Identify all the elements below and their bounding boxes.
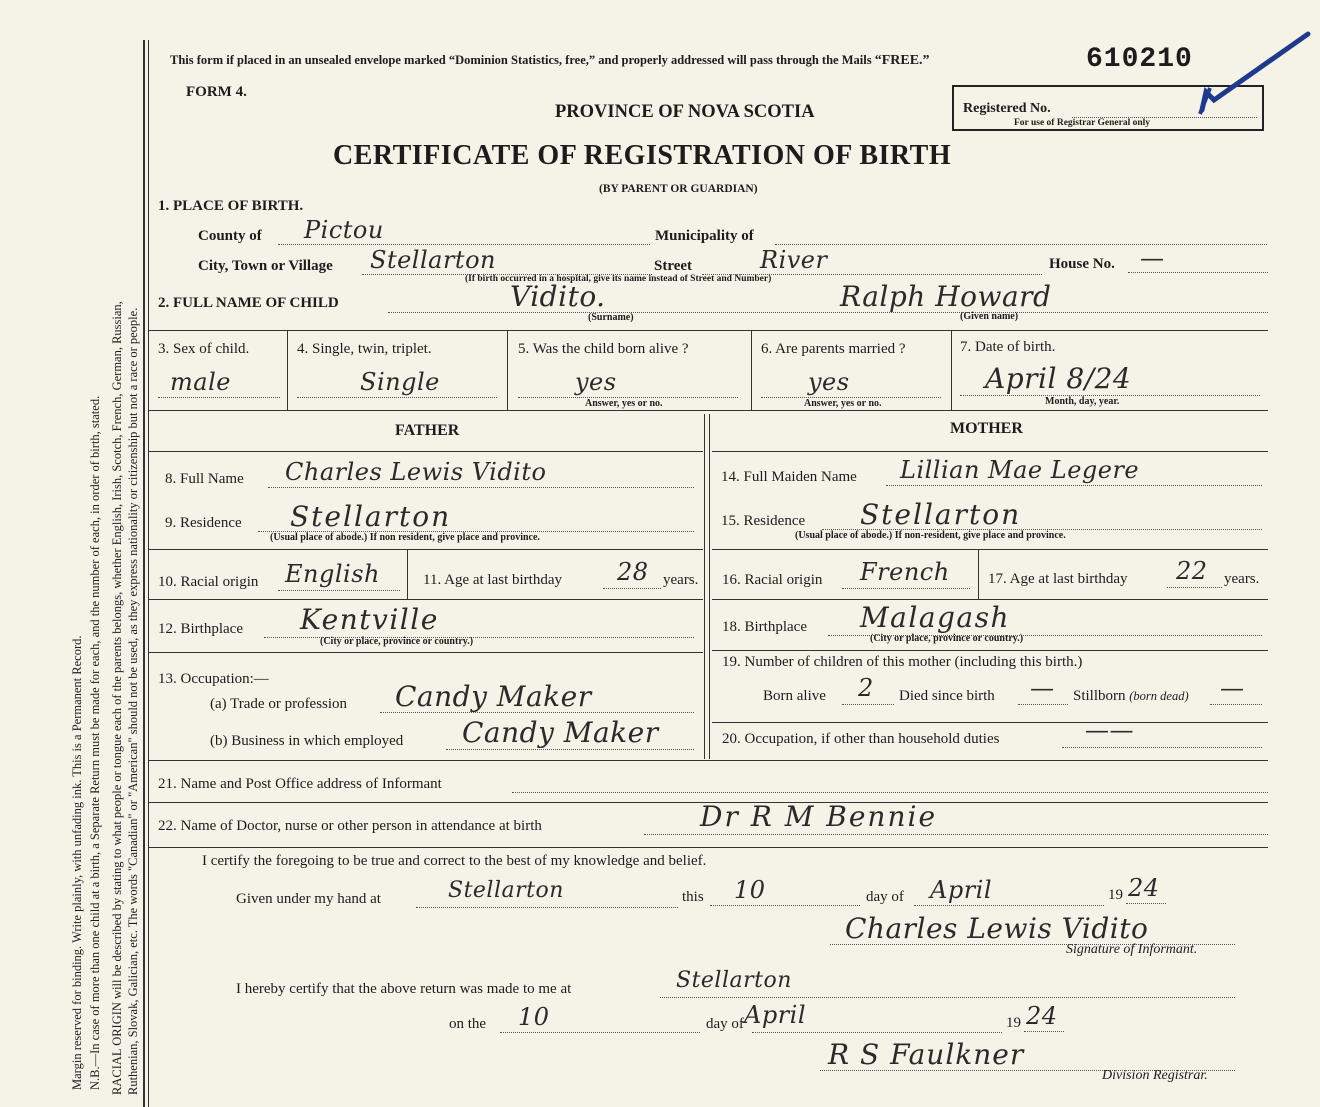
registrar-day: 10 [518, 1003, 550, 1031]
given-place: Stellarton [448, 878, 564, 903]
stillborn-line [1210, 704, 1262, 705]
mother-age-label: 17. Age at last birthday [988, 571, 1128, 587]
mother-racial-origin: French [860, 558, 950, 586]
died-line [1018, 704, 1068, 705]
given-year-prefix: 19 [1108, 887, 1123, 903]
place-of-birth-label: 1. PLACE OF BIRTH. [158, 198, 304, 214]
doctor-name: Dr R M Bennie [700, 800, 938, 833]
mother-birthplace: Malagash [860, 601, 1011, 634]
registrar-dayof-label: day of [706, 1016, 744, 1032]
mother-residence-label: 15. Residence [721, 513, 806, 529]
registrar-year-prefix: 19 [1006, 1015, 1021, 1031]
mother-heading: MOTHER [950, 420, 1023, 437]
county-line [278, 244, 650, 245]
registrar-place: Stellarton [676, 968, 792, 993]
dob-note: Month, day, year. [1045, 396, 1120, 407]
row3-divider-2 [507, 330, 508, 410]
page-title: CERTIFICATE OF REGISTRATION OF BIRTH [333, 140, 952, 171]
married-answer: yes [808, 368, 850, 396]
registrar-signature: R S Faulkner [828, 1038, 1025, 1071]
born-alive-count: 2 [858, 674, 874, 702]
business-label: (b) Business in which employed [210, 733, 404, 749]
stillborn-count: — [1220, 674, 1245, 702]
mail-note: This form if placed in an unsealed envelope marked “Dominion Statistics, free,” and properly addressed will pass through the Mails “FREE.” [170, 53, 930, 68]
hospital-note: (If birth occurred in a hospital, give its name instead of Street and Number) [465, 274, 772, 284]
registrar-month: April [744, 1001, 807, 1029]
margin-note-racial-origin-1: RACIAL ORIGIN will be described by stating to what people or tongue each of the parents belongs, whether English, Irish, Scotch, French, German, Russian, [110, 301, 124, 1095]
father-residence: Stellarton [290, 500, 452, 533]
father-rule-5 [148, 652, 703, 653]
mother-age-line [1167, 587, 1222, 588]
municipality-line [775, 244, 1267, 245]
rule-1 [148, 330, 1268, 331]
mother-occupation: —— [1085, 716, 1134, 744]
signature-of-informant-label: Signature of Informant. [1066, 942, 1198, 957]
father-birthplace-label: 12. Birthplace [158, 621, 243, 637]
father-birthplace-note: (City or place, province or country.) [320, 636, 474, 647]
mother-occupation-line [1062, 747, 1262, 748]
father-racial-label: 10. Racial origin [158, 574, 259, 590]
father-name-label: 8. Full Name [165, 471, 244, 487]
plurality-label: 4. Single, twin, triplet. [297, 341, 432, 357]
married-note: Answer, yes or no. [804, 398, 882, 409]
father-age-divider [407, 549, 408, 599]
division-registrar-label: Division Registrar. [1102, 1068, 1208, 1083]
given-place-line [416, 907, 678, 908]
house-number-line [1128, 272, 1268, 273]
trade-value: Candy Maker [395, 680, 592, 713]
given-month-line [914, 905, 1104, 906]
doctor-line [644, 834, 1268, 835]
father-age-line [603, 588, 661, 589]
pen-mark-icon [1196, 30, 1316, 120]
registered-label: Registered No. [963, 101, 1051, 116]
mother-rule-5 [712, 650, 1268, 651]
father-racial-line [278, 590, 400, 591]
dob-label: 7. Date of birth. [960, 339, 1056, 355]
father-residence-label: 9. Residence [165, 515, 242, 531]
given-day-line [710, 905, 860, 906]
given-year-line [1126, 903, 1166, 904]
informant-label: 21. Name and Post Office address of Informant [158, 776, 442, 792]
father-name-line [268, 487, 694, 488]
row3-divider-3 [751, 330, 752, 410]
surname-note: (Surname) [588, 312, 634, 323]
city-label: City, Town or Village [198, 258, 333, 274]
mother-occupation-label: 20. Occupation, if other than household duties [722, 731, 1000, 747]
row3-divider-1 [287, 330, 288, 410]
born-alive-count-label: Born alive [763, 688, 826, 704]
father-birthplace: Kentville [300, 603, 439, 636]
plurality-line [297, 397, 497, 398]
died-count: — [1030, 674, 1055, 702]
street-value: River [760, 246, 828, 274]
mother-age-divider [978, 549, 979, 599]
rule-2 [148, 410, 1268, 411]
mother-name-label: 14. Full Maiden Name [721, 469, 857, 485]
born-alive-note: Answer, yes or no. [585, 398, 663, 409]
mother-years: years. [1224, 571, 1260, 587]
given-name-note: (Given name) [960, 311, 1019, 322]
child-given-name: Ralph Howard [840, 280, 1052, 313]
informant-line [512, 792, 1268, 793]
on-the-label: on the [449, 1016, 487, 1032]
page-subtitle: (BY PARENT OR GUARDIAN) [599, 183, 758, 195]
business-line [446, 749, 694, 750]
county-label: County of [198, 228, 262, 244]
certify-statement: I certify the foregoing to be true and correct to the best of my knowledge and belief. [202, 853, 707, 869]
mother-residence: Stellarton [860, 498, 1022, 531]
sex-label: 3. Sex of child. [158, 341, 250, 357]
mother-racial-label: 16. Racial origin [722, 572, 823, 588]
died-label: Died since birth [899, 688, 995, 704]
margin-note-multiple-births: N.B.—In case of more than one child at a birth, a Separate Return must be made for each, and the number of each, in order of birth, stated. [88, 395, 102, 1090]
county-value: Pictou [304, 216, 384, 244]
row3-divider-4 [951, 330, 952, 410]
registered-note: For use of Registrar General only [1014, 118, 1151, 128]
father-residence-note: (Usual place of abode.) If non resident, give place and province. [270, 532, 540, 543]
form-number: FORM 4. [186, 84, 247, 100]
registrar-year-suffix: 24 [1026, 1002, 1058, 1030]
given-under-hand-label: Given under my hand at [236, 891, 381, 907]
father-name: Charles Lewis Vidito [285, 458, 547, 486]
house-number-label: House No. [1049, 256, 1115, 272]
informant-signature: Charles Lewis Vidito [845, 912, 1149, 945]
plurality-value: Single [360, 368, 440, 396]
mother-age: 22 [1176, 557, 1208, 585]
father-heading-rule [148, 451, 703, 452]
father-years: years. [663, 572, 699, 588]
city-value: Stellarton [370, 246, 496, 274]
mother-birthplace-note: (City or place, province or country.) [870, 633, 1024, 644]
born-alive-answer: yes [575, 368, 617, 396]
margin-rule [143, 40, 145, 1107]
registrar-place-line [660, 997, 1235, 998]
given-year-suffix: 24 [1128, 874, 1160, 902]
father-rule-4 [148, 599, 703, 600]
registrar-statement: I hereby certify that the above return was made to me at [236, 981, 572, 997]
married-question: 6. Are parents married ? [761, 341, 906, 357]
stillborn-label: Stillborn (born dead) [1073, 688, 1189, 704]
mother-residence-note: (Usual place of abode.) If non-resident, give place and province. [795, 530, 1066, 541]
serial-number: 610210 [1086, 44, 1193, 75]
house-number-value: — [1140, 244, 1165, 272]
father-age-label: 11. Age at last birthday [423, 572, 562, 588]
born-alive-count-line [842, 704, 894, 705]
father-rule-3 [148, 549, 703, 550]
province-heading: PROVINCE OF NOVA SCOTIA [555, 102, 815, 122]
margin-note-racial-origin-2: Ruthenian, Slovak, Galician, etc. The words "Canadian" or "American" should not be used, as they express nationality or citizenship but not a race or people. [126, 307, 140, 1095]
doctor-label: 22. Name of Doctor, nurse or other person in attendance at birth [158, 818, 542, 834]
mother-rule-3 [712, 549, 1268, 550]
parent-divider-a [704, 414, 705, 759]
mother-rule-6 [712, 722, 1268, 723]
mother-rule-4 [712, 599, 1268, 600]
parent-divider-b [709, 414, 710, 759]
children-label: 19. Number of children of this mother (including this birth.) [722, 654, 1083, 670]
this-label: this [682, 889, 704, 905]
mother-heading-rule [712, 451, 1268, 452]
mother-name: Lillian Mae Legere [900, 456, 1140, 484]
registrar-year-line [1024, 1031, 1064, 1032]
mother-racial-line [842, 588, 970, 589]
municipality-label: Municipality of [655, 228, 754, 244]
sex-value: male [170, 368, 231, 396]
child-name-label: 2. FULL NAME OF CHILD [158, 295, 339, 311]
street-label: Street [654, 258, 693, 274]
sex-line [158, 397, 280, 398]
registrar-month-line [752, 1032, 1002, 1033]
registrar-day-line [500, 1032, 700, 1033]
child-surname: Vidito. [510, 280, 606, 313]
dob-value: April 8/24 [985, 362, 1132, 395]
occupation-label: 13. Occupation:— [158, 671, 269, 687]
margin-rule-inner [148, 40, 149, 1107]
given-month: April [930, 876, 993, 904]
father-age: 28 [617, 558, 649, 586]
father-racial-origin: English [285, 560, 380, 588]
trade-label: (a) Trade or profession [210, 696, 348, 712]
rule-6 [148, 760, 1268, 761]
mother-name-line [886, 485, 1262, 486]
street-line [702, 274, 1042, 275]
dayof-label: day of [866, 889, 904, 905]
born-alive-question: 5. Was the child born alive ? [518, 341, 689, 357]
margin-notes [0, 0, 150, 1107]
father-heading: FATHER [395, 422, 460, 439]
margin-note-binding: Margin reserved for binding. Write plainly, with unfading ink. This is a Permanent Record. [70, 635, 84, 1090]
mother-birthplace-label: 18. Birthplace [722, 619, 807, 635]
rule-8 [148, 847, 1268, 848]
given-day: 10 [734, 876, 766, 904]
business-value: Candy Maker [462, 716, 659, 749]
